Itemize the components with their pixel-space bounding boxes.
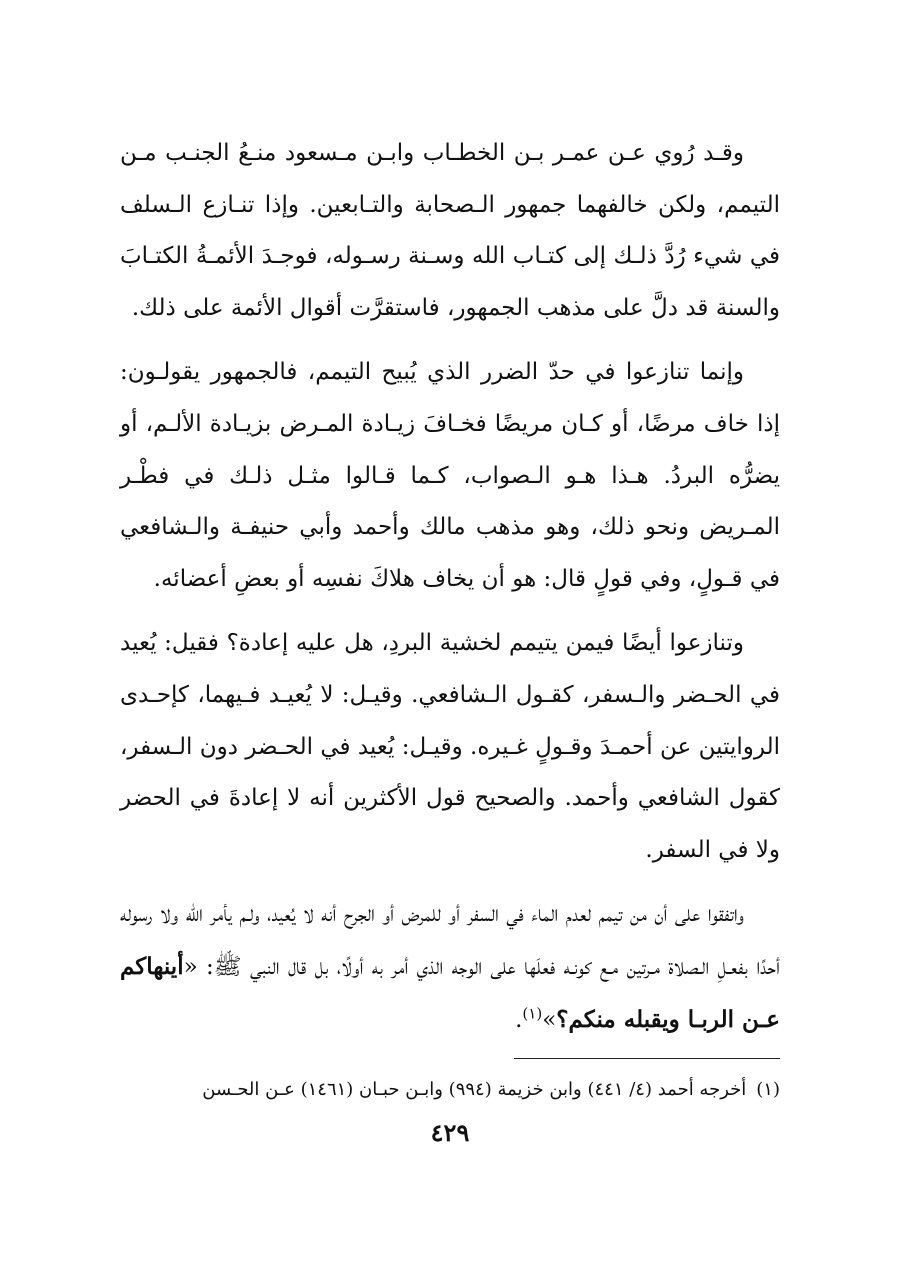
hadith-quote: أينهاكم عـن الربـا ويقبله منكم؟: [120, 952, 780, 1033]
paragraph-4: [120, 889, 780, 1046]
footnote-number: (١): [756, 1079, 780, 1100]
paragraph-4-text: واتفقوا على أن من تيمم لعدم الماء في السفر أو للمرض أو الجرح أنه لا يُعيد، ولـم يأمر الله ولا رسوله أحدًا بفعـلِ الـصلاة مـرتين مـع كونـه فعلَها على الوجه الذي أمر به أولًا، بل قال النبي ﷺ: «: [120, 901, 780, 980]
footnote-marker: (١): [522, 1003, 543, 1022]
paragraph-2: وإنما تنازعوا في حدّ الضرر الذي يُبيح التيمم، فالجمهور يقولـون: إذا خاف مرضًا، أو كـان مريضًا فخـافَ زيـادة المـرض بزيـادة الألـم، أو يضرُّه البردُ. هـذا هـو الـصواب، كـما قـالوا مثـل ذلـك في فطْـر المـريض ونحو ذلك، وهو مذهب مالك وأحمد وأبي حنيفـة والـشافعي في قـولٍ، وفي قولٍ قال: هو أن يخاف هلاكَ نفسِه أو بعضِ أعضائه.: [120, 359, 780, 592]
quote-close-mark: »: [542, 1006, 557, 1033]
main-text: [120, 128, 780, 1059]
page-number: ٤٢٩: [430, 1118, 470, 1147]
footnote: [120, 1076, 780, 1104]
footnote-divider: [514, 1058, 780, 1059]
footnote-text: أخرجه أحمد (٤/ ٤٤١) وابن خزيمة (٩٩٤) وابـن حبـان (١٤٦١) عـن الحـسن: [202, 1079, 747, 1100]
paragraph-4-end: .: [515, 1006, 523, 1033]
paragraph-3: وتنازعوا أيضًا فيمن يتيمم لخشية البردِ، هل عليه إعادة؟ فقيل: يُعيد في الحـضر والـسفر، كقـول الـشافعي. وقيـل: لا يُعيـد فـيهما، كإحـدى الروايتين عن أحمـدَ وقـولٍ غـيره. وقيـل: يُعيد في الحـضر دون الـسفر، كقول الشافعي وأحمد. والصحيح قول الأكثرين أنه لا إعادةَ في الحضر ولا في السفر.: [120, 630, 780, 863]
paragraph-1: وقـد رُوي عـن عمـر بـن الخطـاب وابـن مـسعود منـعُ الجنـب مـن التيمم، ولكن خالفهما جمهور الـصحابة والتـابعين. وإذا تنـازع الـسلف في شيء رُدَّ ذلـك إلى كتـاب الله وسـنة رسـوله، فوجـدَ الأئمـةُ الكتـابَ والسنة قد دلَّ على مذهب الجمهور، فاستقرَّت أقوال الأئمة على ذلك.: [120, 140, 780, 321]
